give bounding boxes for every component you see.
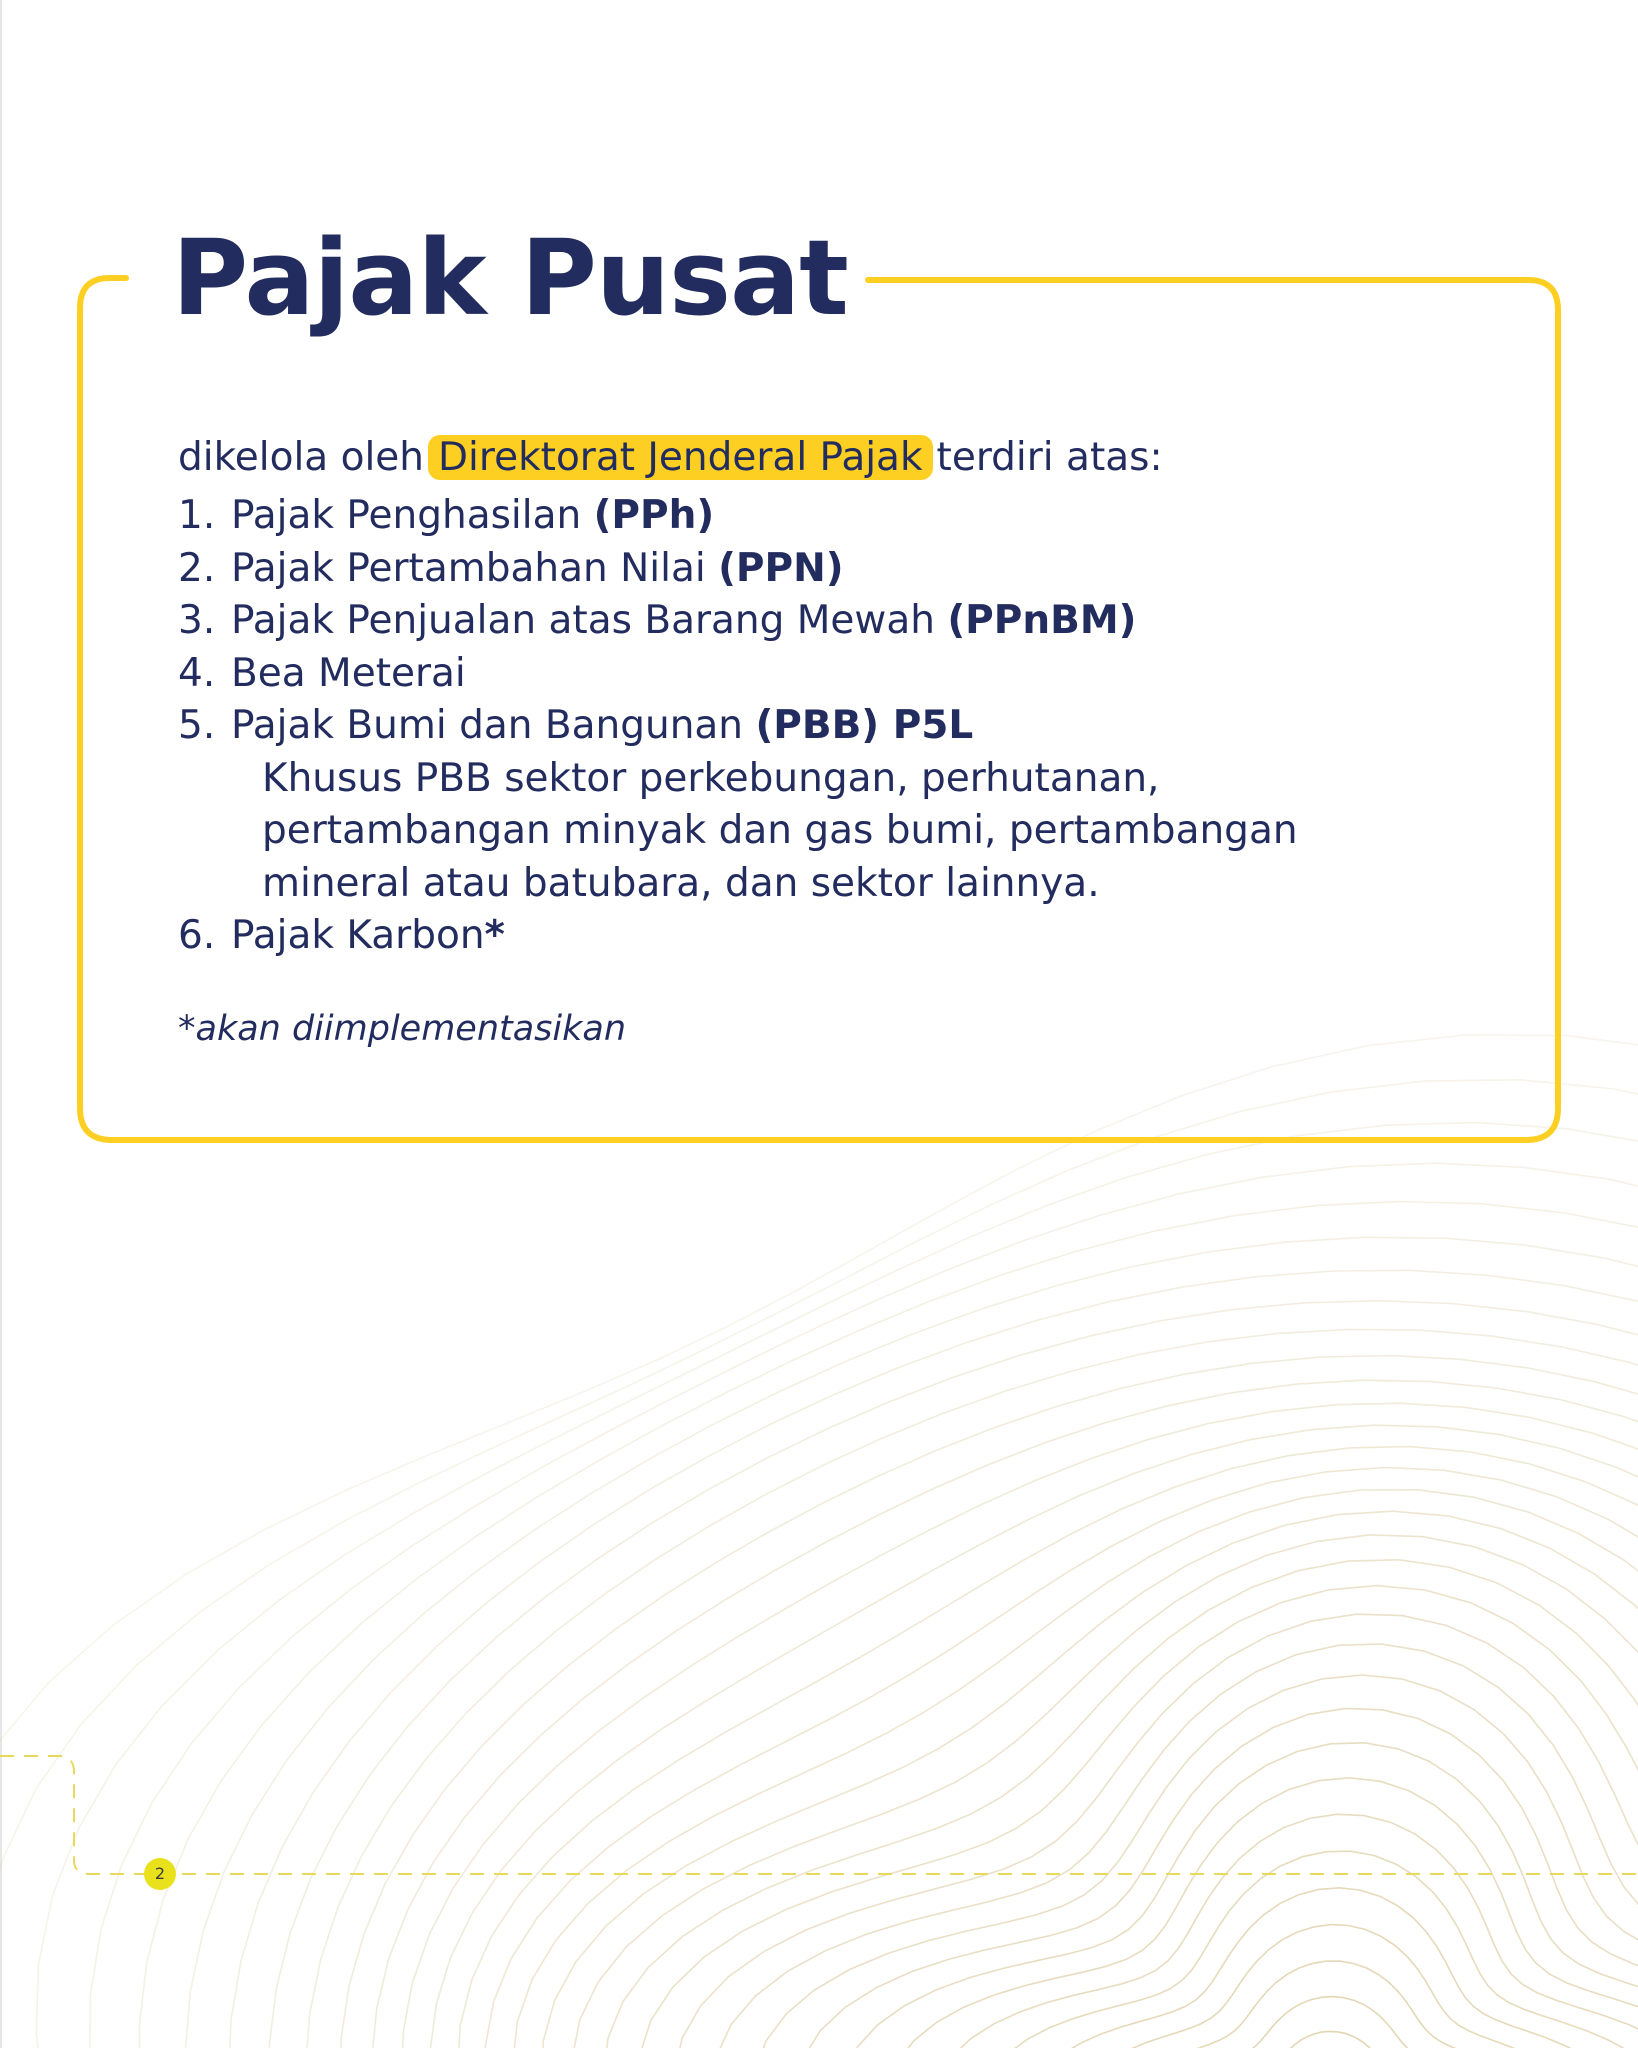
page-number-badge: 2 bbox=[144, 1858, 176, 1890]
list-item-number: 1. bbox=[178, 493, 216, 538]
list-item bbox=[178, 595, 1528, 648]
list-item bbox=[178, 490, 1528, 543]
list-item-text: Pajak Karbon bbox=[231, 913, 485, 958]
list-item-text: Pajak Penjualan atas Barang Mewah bbox=[231, 598, 948, 643]
list-item-abbreviation: (PPh) bbox=[593, 493, 715, 538]
list-item bbox=[178, 910, 1528, 963]
list-item bbox=[178, 648, 1528, 701]
list-item-abbreviation: (PPN) bbox=[718, 545, 844, 591]
intro-text-before: dikelola oleh bbox=[178, 435, 425, 480]
list-item-number: 5. bbox=[178, 703, 216, 748]
list-item-text: Pajak Penghasilan bbox=[231, 493, 594, 538]
list-item-asterisk: * bbox=[484, 913, 505, 958]
list-item-number: 3. bbox=[178, 598, 216, 643]
list-item-abbreviation: (PPnBM) bbox=[947, 598, 1137, 643]
list-item-text: Pajak Pertambahan Nilai bbox=[231, 545, 719, 591]
list-item-sub-line: mineral atau batubara, dan sektor lainnya. bbox=[262, 860, 1100, 906]
tax-list bbox=[178, 490, 1528, 963]
list-item-text: Pajak Bumi dan Bangunan bbox=[231, 703, 756, 748]
list-item-sub-line: pertambangan minyak dan gas bumi, pertambangan bbox=[262, 808, 1298, 853]
intro-text-after: terdiri atas: bbox=[936, 435, 1163, 480]
list-item bbox=[178, 700, 1528, 753]
list-item-number: 4. bbox=[178, 650, 216, 696]
intro-line bbox=[178, 426, 1528, 490]
footnote: *akan diimplementasikan bbox=[178, 1008, 627, 1049]
list-item-abbreviation: (PBB) P5L bbox=[755, 703, 974, 748]
list-item-text: Bea Meterai bbox=[231, 650, 466, 696]
highlight-directorate: Direktorat Jenderal Pajak bbox=[428, 435, 933, 480]
footer-dashed-line bbox=[0, 1756, 1638, 1874]
list-item-sub-line: Khusus PBB sektor perkebungan, perhutanan, bbox=[262, 755, 1160, 801]
page-title: Pajak Pusat bbox=[172, 217, 848, 339]
list-item bbox=[178, 543, 1528, 596]
list-item-number: 2. bbox=[178, 545, 216, 591]
list-item-number: 6. bbox=[178, 913, 216, 958]
content-body bbox=[178, 426, 1528, 1051]
